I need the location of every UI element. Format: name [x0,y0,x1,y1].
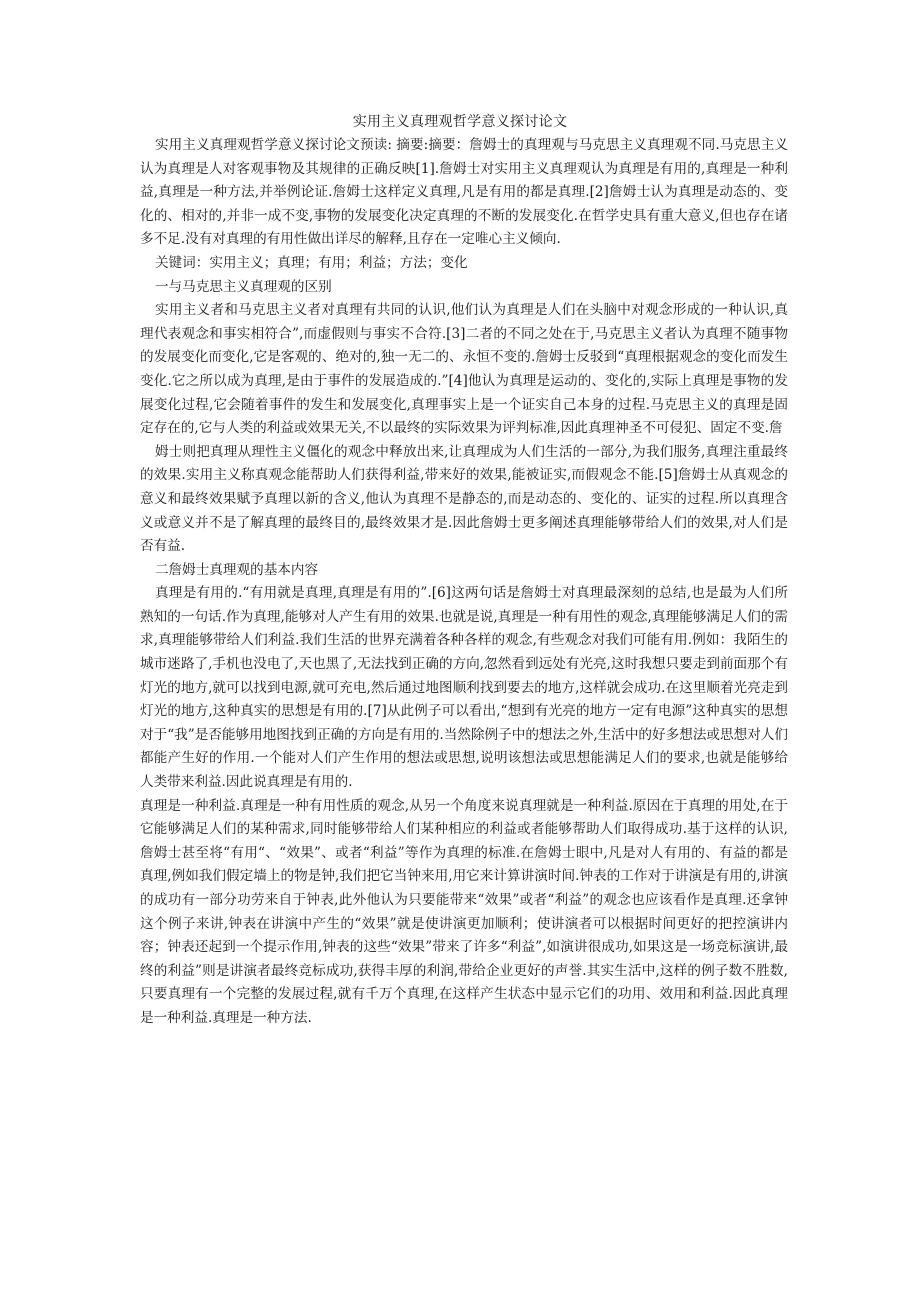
section-heading-1: 一与马克思主义真理观的区别 [154,278,332,295]
abstract-paragraph: 实用主义真理观哲学意义探讨论文预读: 摘要:摘要：詹姆士的真理观与马克思主义真理观不同.马克思主义认为真理是人对客观事物及其规律的正确反映[1].詹姆士对实用主义真理观认为真理是有用的,真理是一种利益,真理是一种方法,并举例论证.詹姆士这样定义真理,凡是有用的都是真理.[2]詹姆士认为真理是动态的、变化的、相对的,并非一成不变,事物的发展变化决定真理的不断的发展变化.在哲学史具有重大意义,但也存在诸多不足.没有对真理的有用性做出详尽的解释,且存在一定唯心主义倾向. [140,137,788,248]
document-body [140,134,788,1031]
body-paragraph: 实用主义者和马克思主义者对真理有共同的认识,他们认为真理是人们在头脑中对观念形成的一种认识,真理代表观念和事实相符合”,而虚假则与事实不合符.[3]二者的不同之处在于,马克思主义者认为真理不随事物的发展变化而变化,它是客观的、绝对的,独一无二的、永恒不变的.詹姆士反驳到“真理根据观念的变化而发生变化.它之所以成为真理,是由于事件的发展造成的.”[4]他认为真理是运动的、变化的,实际上真理是事物的发展变化过程,它会随着事件的发生和发展变化,真理事实上是一个证实自己本身的过程.马克思主义的真理是固定存在的,它与人类的利益或效果无关,不以最终的实际效果为评判标准,因此真理神圣不可侵犯、固定不变.詹 [140,302,788,437]
body-paragraph: 真理是有用的.“有用就是真理,真理是有用的”.[6]这两句话是詹姆士对真理最深刻的总结,也是最为人们所熟知的一句话.作为真理,能够对人产生有用的效果.也就是说,真理是一种有用性的观念,真理能够满足人们的需求,真理能够带给人们利益.我们生活的世界充满着各种各样的观念,有些观念对我们可能有用.例如：我陌生的城市迷路了,手机也没电了,天也黑了,无法找到正确的方向,忽然看到远处有光亮,这时我想只要走到前面那个有灯光的地方,就可以找到电源,就可充电,然后通过地图顺利找到要去的地方,这样就会成功.在这里顺着光亮走到灯光的地方,这种真实的思想是有用的.[7]从此例子可以看出,“想到有光亮的地方一定有电源”这种真实的思想对于“我”是否能够用地图找到正确的方向是有用的.当然除例子中的想法之外,生活中的好多想法或思想对人们都能产生好的作用.一个能对人们产生作用的想法或思想,说明该想法或思想能满足人们的要求,也就是能够给人类带来利益.因此说真理是有用的. [140,585,788,791]
section-heading-2: 二詹姆士真理观的基本内容 [154,561,319,578]
body-paragraph: 姆士则把真理从理性主义僵化的观念中释放出来,让真理成为人们生活的一部分,为我们服务,真理注重最终的效果.实用主义称真观念能帮助人们获得利益,带来好的效果,能被证实,而假观念不能.[5]詹姆士从真观念的意义和最终效果赋予真理以新的含义,他认为真理不是静态的,而是动态的、变化的、证实的过程.所以真理含义或意义并不是了解真理的最终目的,最终效果才是.因此詹姆士更多阐述真理能够带给人们的效果,对人们是否有益. [140,443,788,555]
document-title: 实用主义真理观哲学意义探讨论文 [352,114,568,130]
body-paragraph: 真理是一种利益.真理是一种有用性质的观念,从另一个角度来说真理就是一种利益.原因在于真理的用处,在于它能够满足人们的某种需求,同时能够带给人们某种相应的利益或者能够帮助人们取得成功.基于这样的认识,詹姆士甚至将“有用“、“效果”、或者“利益”等作为真理的标准.在詹姆士眼中,凡是对人有用的、有益的都是真理,例如我们假定墙上的物是钟,我们把它当钟来用,用它来计算讲演时间.钟表的工作对于讲演是有用的,讲演的成功有一部分功劳来自于钟表,此外他认为只要能带来“效果”或者“利益”的观念也应该看作是真理.还拿钟这个例子来讲,钟表在讲演中产生的“效果”就是使讲演更加顺利；使讲演者可以根据时间更好的把控演讲内容；钟表还起到一个提示作用,钟表的这些“效果”带来了许多“利益”,如演讲很成功,如果这是一场竞标演讲,最终的利益”则是讲演者最终竞标成功,获得丰厚的利润,带给企业更好的声誉.其实生活中,这样的例子数不胜数,只要真理有一个完整的发展过程,就有千万个真理,在这样产生状态中显示它们的功用、效用和利益.因此真理是一种利益.真理是一种方法. [140,797,788,1026]
keywords-line: 关键词：实用主义；真理；有用；利益；方法；变化 [154,254,468,271]
